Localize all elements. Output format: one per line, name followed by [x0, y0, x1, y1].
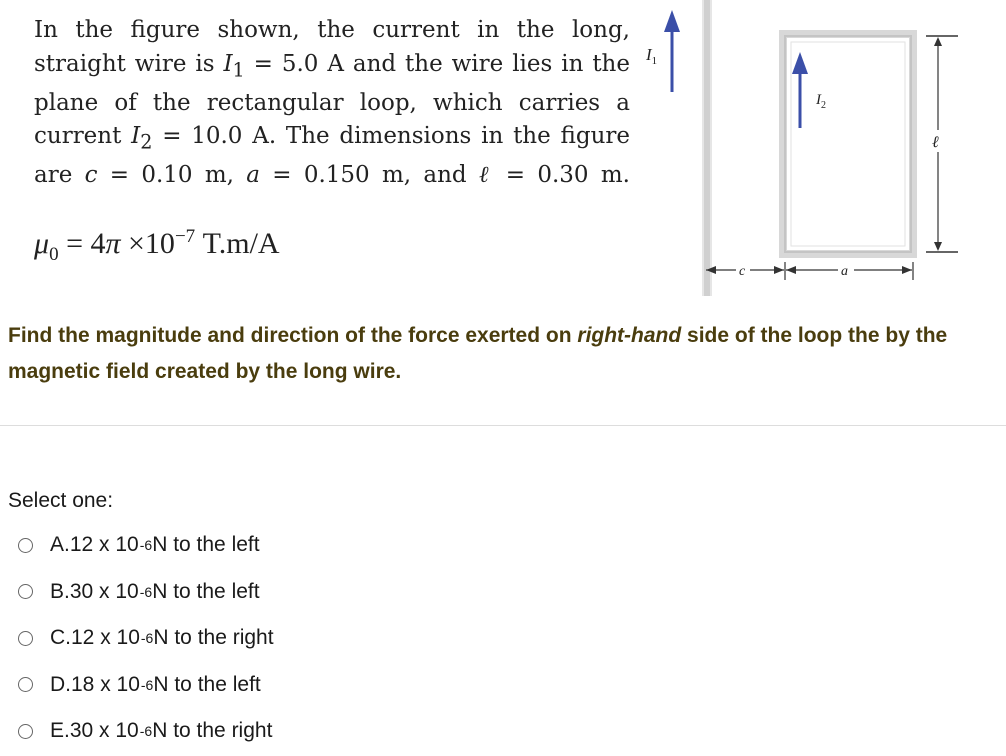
radio-button-a[interactable] [18, 538, 33, 553]
problem-line-1: In the figure shown, the current in the long, [34, 17, 630, 43]
option-a-mantissa: 12 x 10 [69, 533, 139, 557]
label-i1-var: I [646, 45, 652, 64]
dim-l-arrow-up [934, 37, 942, 46]
dim-a-arrow-right [902, 266, 912, 274]
variable-i2: I [131, 123, 141, 150]
question-emphasis: right-hand [577, 324, 682, 347]
permeability-constant [34, 226, 280, 266]
label-i1 [645, 45, 657, 67]
problem-text-segment: = 0.30 m. [493, 162, 630, 189]
option-c-mantissa: 12 x 10 [71, 626, 140, 650]
question-part-2: side of the loop the by the magnetic field created by the long wire. [8, 324, 948, 383]
i2-arrow-head [792, 52, 808, 74]
option-a-tail: N to the left [152, 533, 260, 557]
problem-statement [34, 14, 630, 193]
select-one-label: Select one: [8, 489, 114, 512]
label-i2-var: I [816, 92, 821, 108]
dim-l-arrow-down [934, 242, 942, 251]
rectangular-loop-inner [791, 42, 905, 246]
option-c-letter: C. [50, 626, 71, 650]
option-e-letter: E. [50, 719, 70, 743]
problem-text-segment: = 5.0 A and the wire lies in the [244, 50, 630, 77]
wire-loop-figure [640, 0, 970, 300]
label-i1-sub: 1 [651, 55, 658, 67]
label-a: a [841, 264, 848, 279]
pi-symbol: π [105, 227, 121, 260]
problem-text-segment: are [34, 162, 85, 189]
constant-exponent: −7 [174, 226, 196, 247]
option-d-mantissa: 18 x 10 [71, 672, 140, 696]
question-part-1: Find the magnitude and direction of the force exerted on [8, 324, 578, 347]
problem-line-3: plane of the rectangular loop, which carries a [34, 89, 630, 116]
long-wire-core [704, 0, 710, 296]
option-b-exponent: -6 [139, 583, 153, 600]
option-d-tail: N to the left [153, 672, 261, 696]
problem-line-5 [34, 159, 630, 193]
option-e-exponent: -6 [139, 723, 153, 740]
problem-text-segment: = 0.150 m, and [259, 162, 479, 189]
problem-text-segment: current [34, 123, 132, 150]
option-c-tail: N to the right [153, 626, 274, 650]
radio-button-c[interactable] [18, 631, 33, 646]
variable-c: c [84, 162, 98, 189]
radio-button-d[interactable] [18, 677, 33, 692]
option-a-exponent: -6 [139, 537, 153, 554]
answer-options [18, 522, 274, 755]
i1-arrow-head [664, 10, 680, 32]
option-e-mantissa: 30 x 10 [69, 719, 139, 743]
variable-l: ℓ [478, 162, 494, 189]
radio-button-e[interactable] [18, 724, 33, 739]
label-i2-sub: 2 [821, 100, 826, 111]
problem-line-2 [34, 48, 630, 87]
label-c: c [739, 264, 746, 279]
problem-text-segment: = 0.10 m, [97, 162, 247, 189]
constant-equals: = 4 [58, 227, 106, 260]
mu-subscript: 0 [49, 244, 59, 265]
label-l: ℓ [932, 134, 939, 151]
radio-button-b[interactable] [18, 584, 33, 599]
problem-line-4 [34, 120, 630, 159]
mu-symbol: μ [34, 227, 50, 260]
constant-unit: T.m/A [195, 227, 280, 260]
option-b[interactable] [18, 569, 274, 616]
option-b-letter: B. [50, 579, 70, 603]
subscript: 1 [232, 58, 245, 82]
option-d[interactable] [18, 662, 274, 709]
option-d-letter: D. [50, 672, 71, 696]
problem-text-segment: straight wire is [34, 50, 224, 77]
subscript: 2 [140, 130, 153, 154]
dim-c-arrow-right [774, 266, 784, 274]
problem-text-segment: = 10.0 A. The dimensions in the figure [152, 123, 630, 150]
option-d-exponent: -6 [140, 676, 154, 693]
option-e-tail: N to the right [152, 719, 273, 743]
option-a-letter: A. [50, 533, 70, 557]
option-c[interactable] [18, 615, 274, 662]
option-a[interactable] [18, 522, 274, 569]
variable-a: a [246, 162, 260, 189]
option-c-exponent: -6 [140, 630, 154, 647]
option-e[interactable] [18, 708, 274, 755]
dim-a-arrow-left [786, 266, 796, 274]
option-b-tail: N to the left [152, 579, 260, 603]
label-i2 [815, 92, 826, 111]
section-divider [0, 425, 1006, 426]
constant-times: ×10 [120, 227, 175, 260]
question-text [8, 318, 998, 390]
option-b-mantissa: 30 x 10 [69, 579, 139, 603]
variable-i1: I [223, 50, 233, 77]
